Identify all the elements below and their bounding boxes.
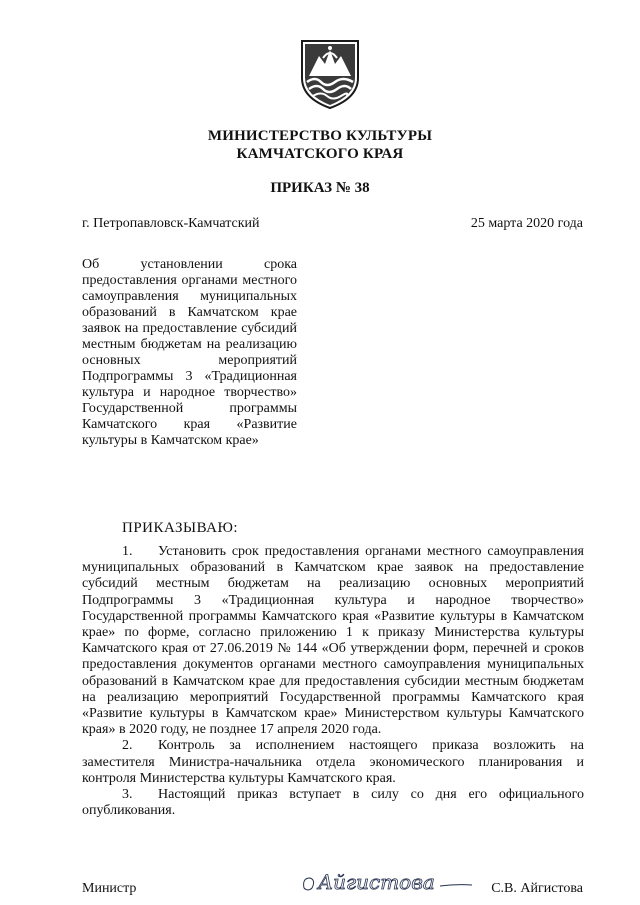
item-text: Контроль за исполнением настоящего приказа возложить на заместителя Министра-начальника отдела экономического планирования и контроля Министерства культуры Камчатского края. <box>82 738 584 786</box>
signature-handwriting: Айгистова <box>318 870 435 894</box>
order-body <box>82 544 584 819</box>
handwritten-signature <box>300 866 475 898</box>
item-number: 3. <box>122 787 133 803</box>
item-text: Настоящий приказ вступает в силу со дня его официального опубликования. <box>82 787 584 819</box>
signatory-role: Министр <box>82 881 137 896</box>
order-subject: Об установлении срока предоставления органами местного самоуправления муниципальных образований в Камчатском крае заявок на предоставление субсидий местным бюджетам на реализацию основных мероприятий Подпрограммы 3 «Традиционная культура и народное творчество» Государственной программы Камчатского края «Развитие культуры в Камчатском крае» <box>82 257 297 448</box>
item-text: Установить срок предоставления органами местного самоуправления муниципальных образований в Камчатском крае заявок на предоставление субсидий местным бюджетам на реализацию основных мероприятий Подпрограммы 3 «Традиционная культура и народное творчество» Государственной программы Камчатского края «Развитие культуры в Камчатском крае» по форме, согласно приложению 1 к приказу Министерства культуры Камчатского края от 27.06.2019 № 144 «Об утверждении форм, перечней и сроков предоставления документов органами местного самоуправления муниципальных образований в Камчатском крае для предоставления субсидии местным бюджетам на реализацию мероприятий Государственной программы Камчатского края «Развитие культуры в Камчатском крае» Министерством культуры Камчатского края» в 2020 году, не позднее 17 апреля 2020 года. <box>82 544 584 738</box>
item-number: 1. <box>122 544 133 559</box>
city: г. Петропавловск-Камчатский <box>82 216 260 231</box>
order-item <box>82 738 584 787</box>
order-item <box>82 787 584 819</box>
order-title: ПРИКАЗ № 38 <box>270 180 370 196</box>
organization-name-line2: КАМЧАТСКОГО КРАЯ <box>236 146 404 162</box>
item-number: 2. <box>122 738 133 754</box>
kamchatka-coat-of-arms-icon <box>299 38 361 110</box>
command-word: ПРИКАЗЫВАЮ: <box>122 520 239 536</box>
order-item <box>82 544 584 738</box>
signatory-name: С.В. Айгистова <box>491 881 583 896</box>
organization-name-line1: МИНИСТЕРСТВО КУЛЬТУРЫ <box>207 128 433 144</box>
order-date: 25 марта 2020 года <box>470 216 583 231</box>
